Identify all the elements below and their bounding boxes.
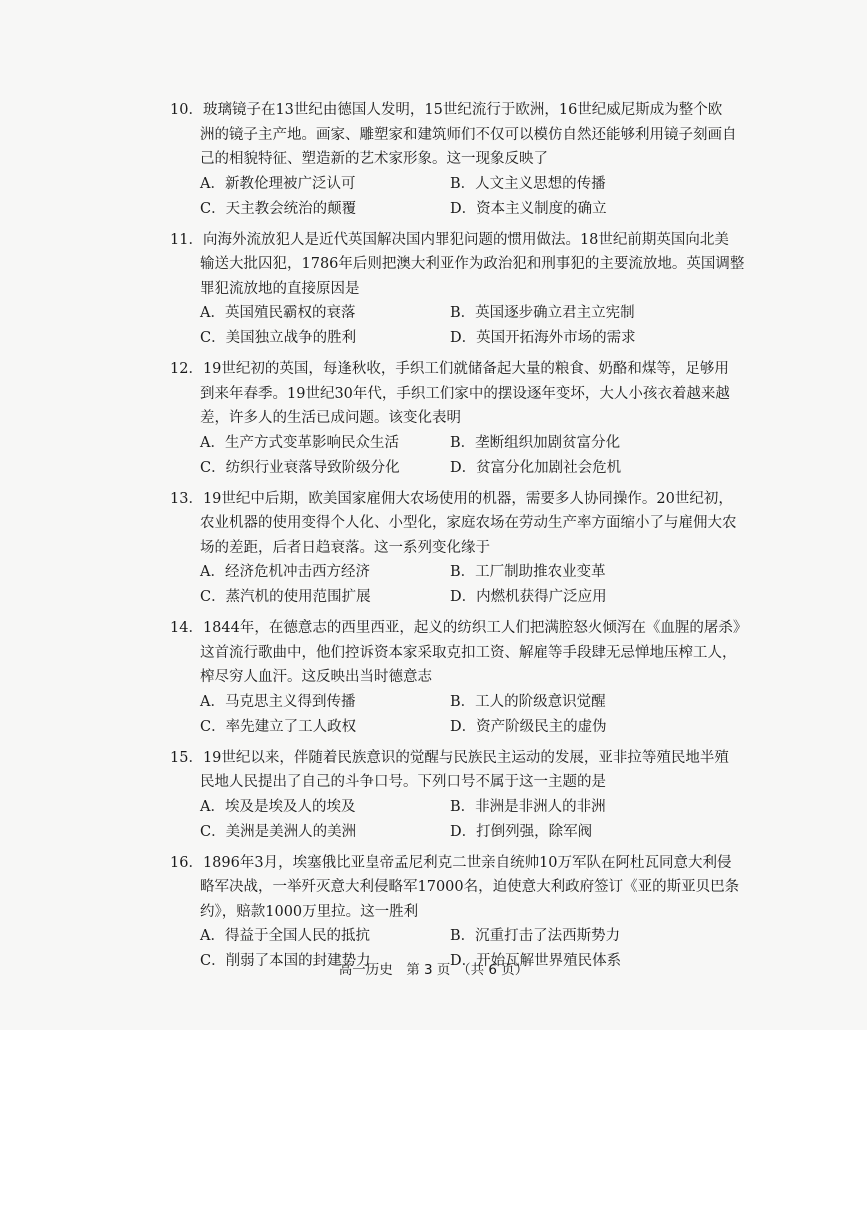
option-a: A．经济危机冲击西方经济 (200, 564, 370, 580)
option-b: B．人文主义思想的传播 (450, 175, 606, 192)
option-a: A．马克思主义得到传播 (200, 693, 356, 710)
option-d: D．开始瓦解世界殖民体系 (450, 953, 622, 969)
stem-line: 11．向海外流放犯人是近代英国解决国内罪犯问题的惯用做法。18世纪前期英国向北美 (170, 231, 729, 248)
stem-line: 15．19世纪以来，伴随着民族意识的觉醒与民族民主运动的发展，亚非拉等殖民地半殖 (170, 749, 729, 766)
option-c: C．天主教会统治的颠覆 (200, 200, 357, 217)
option-b: B．工人的阶级意识觉醒 (450, 693, 606, 710)
question-15 (170, 746, 820, 845)
option-c: C．美洲是美洲人的美洲 (200, 823, 357, 840)
question-14 (170, 616, 820, 740)
question-10 (170, 98, 820, 222)
stem-line: 14．1844年，在德意志的西里西亚，起义的纺织工人们把满腔怒火倾泻在《血腥的屠杀》 (170, 620, 748, 636)
option-a: A．得益于全国人民的抵抗 (200, 928, 370, 944)
stem-line: 洲的镜子主产地。画家、雕塑家和建筑师们不仅可以模仿自然还能够利用镜子刻画自 (200, 126, 737, 143)
option-d: D．资产阶级民主的虚伪 (450, 718, 607, 735)
exam-page (170, 98, 820, 980)
stem-line: 民地人民提出了自己的斗争口号。下列口号不属于这一主题的是 (200, 774, 606, 790)
question-stem (170, 851, 820, 925)
stem-line: 差，许多人的生活已成问题。该变化表明 (200, 410, 461, 426)
stem-line: 略军决战，一举歼灭意大利侵略军17000名，迫使意大利政府签订《亚的斯亚贝巴条 (200, 879, 740, 895)
question-stem (170, 746, 820, 795)
option-a: A．英国殖民霸权的衰落 (200, 305, 356, 321)
stem-line: 10．玻璃镜子在13世纪由德国人发明，15世纪流行于欧洲，16世纪威尼斯成为整个欧 (170, 102, 723, 118)
question-13 (170, 487, 820, 611)
question-stem (170, 98, 820, 172)
stem-line: 约》，赔款1000万里拉。这一胜利 (200, 903, 419, 920)
option-b: B．工厂制助推农业变革 (450, 564, 606, 580)
question-16 (170, 851, 820, 975)
question-options (170, 301, 820, 351)
stem-line: 12．19世纪初的英国，每逢秋收，手织工们就储备起大量的粮食、奶酪和煤等，足够用 (170, 361, 729, 377)
option-d: D．打倒列强，除军阀 (450, 823, 593, 840)
stem-line: 16．1896年3月，埃塞俄比亚皇帝孟尼利克二世亲自统帅10万军队在阿杜瓦同意大利侵 (170, 854, 732, 871)
option-b: B．英国逐步确立君主立宪制 (450, 305, 635, 321)
option-b: B．沉重打击了法西斯势力 (450, 928, 621, 944)
stem-line: 己的相貌特征、塑造新的艺术家形象。这一现象反映了 (200, 151, 548, 167)
question-11 (170, 228, 820, 352)
question-options (170, 690, 820, 740)
option-d: D．英国开拓海外市场的需求 (450, 330, 636, 346)
stem-line: 这首流行歌曲中，他们控诉资本家采取克扣工资、解雇等手段肆无忌惮地压榨工人， (200, 644, 737, 661)
option-b: B．垄断组织加剧贫富分化 (450, 434, 621, 451)
question-options (170, 172, 820, 222)
option-c: C．蒸汽机的使用范围扩展 (200, 589, 371, 605)
option-c: C．率先建立了工人政权 (200, 718, 357, 735)
question-stem (170, 357, 820, 431)
stem-line: 榨尽穷人血汗。这反映出当时德意志 (200, 669, 432, 685)
question-options (170, 795, 820, 845)
stem-line: 农业机器的使用变得个人化、小型化，家庭农场在劳动生产率方面缩小了与雇佣大农 (200, 515, 737, 531)
question-options (170, 560, 820, 610)
stem-line: 到来年春季。19世纪30年代，手织工们家中的摆设逐年变坏，大人小孩衣着越来越 (200, 385, 730, 402)
option-d: D．资本主义制度的确立 (450, 200, 607, 217)
stem-line: 罪犯流放地的直接原因是 (200, 280, 360, 297)
stem-line: 13．19世纪中后期，欧美国家雇佣大农场使用的机器，需要多人协同操作。20世纪初， (170, 490, 733, 507)
question-stem (170, 228, 820, 302)
option-d: D．内燃机获得广泛应用 (450, 589, 607, 605)
option-d: D．贫富分化加剧社会危机 (450, 459, 622, 476)
stem-line: 输送大批囚犯，1786年后则把澳大利亚作为政治犯和刑事犯的主要流放地。英国调整 (200, 256, 745, 272)
question-options (170, 431, 820, 481)
option-c: C．削弱了本国的封建势力 (200, 953, 371, 969)
question-12 (170, 357, 820, 481)
option-a: A．埃及是埃及人的埃及 (200, 798, 356, 815)
stem-line: 场的差距，后者日趋衰落。这一系列变化缘于 (200, 539, 490, 556)
question-stem (170, 616, 820, 690)
option-c: C．纺织行业衰落导致阶级分化 (200, 459, 400, 476)
option-a: A．生产方式变革影响民众生活 (200, 434, 399, 451)
option-c: C．美国独立战争的胜利 (200, 330, 357, 346)
page-footer: 高一历史 第 3 页 （共 6 页） (338, 962, 529, 978)
option-b: B．非洲是非洲人的非洲 (450, 798, 606, 815)
option-a: A．新教伦理被广泛认可 (200, 175, 356, 192)
question-stem (170, 487, 820, 561)
